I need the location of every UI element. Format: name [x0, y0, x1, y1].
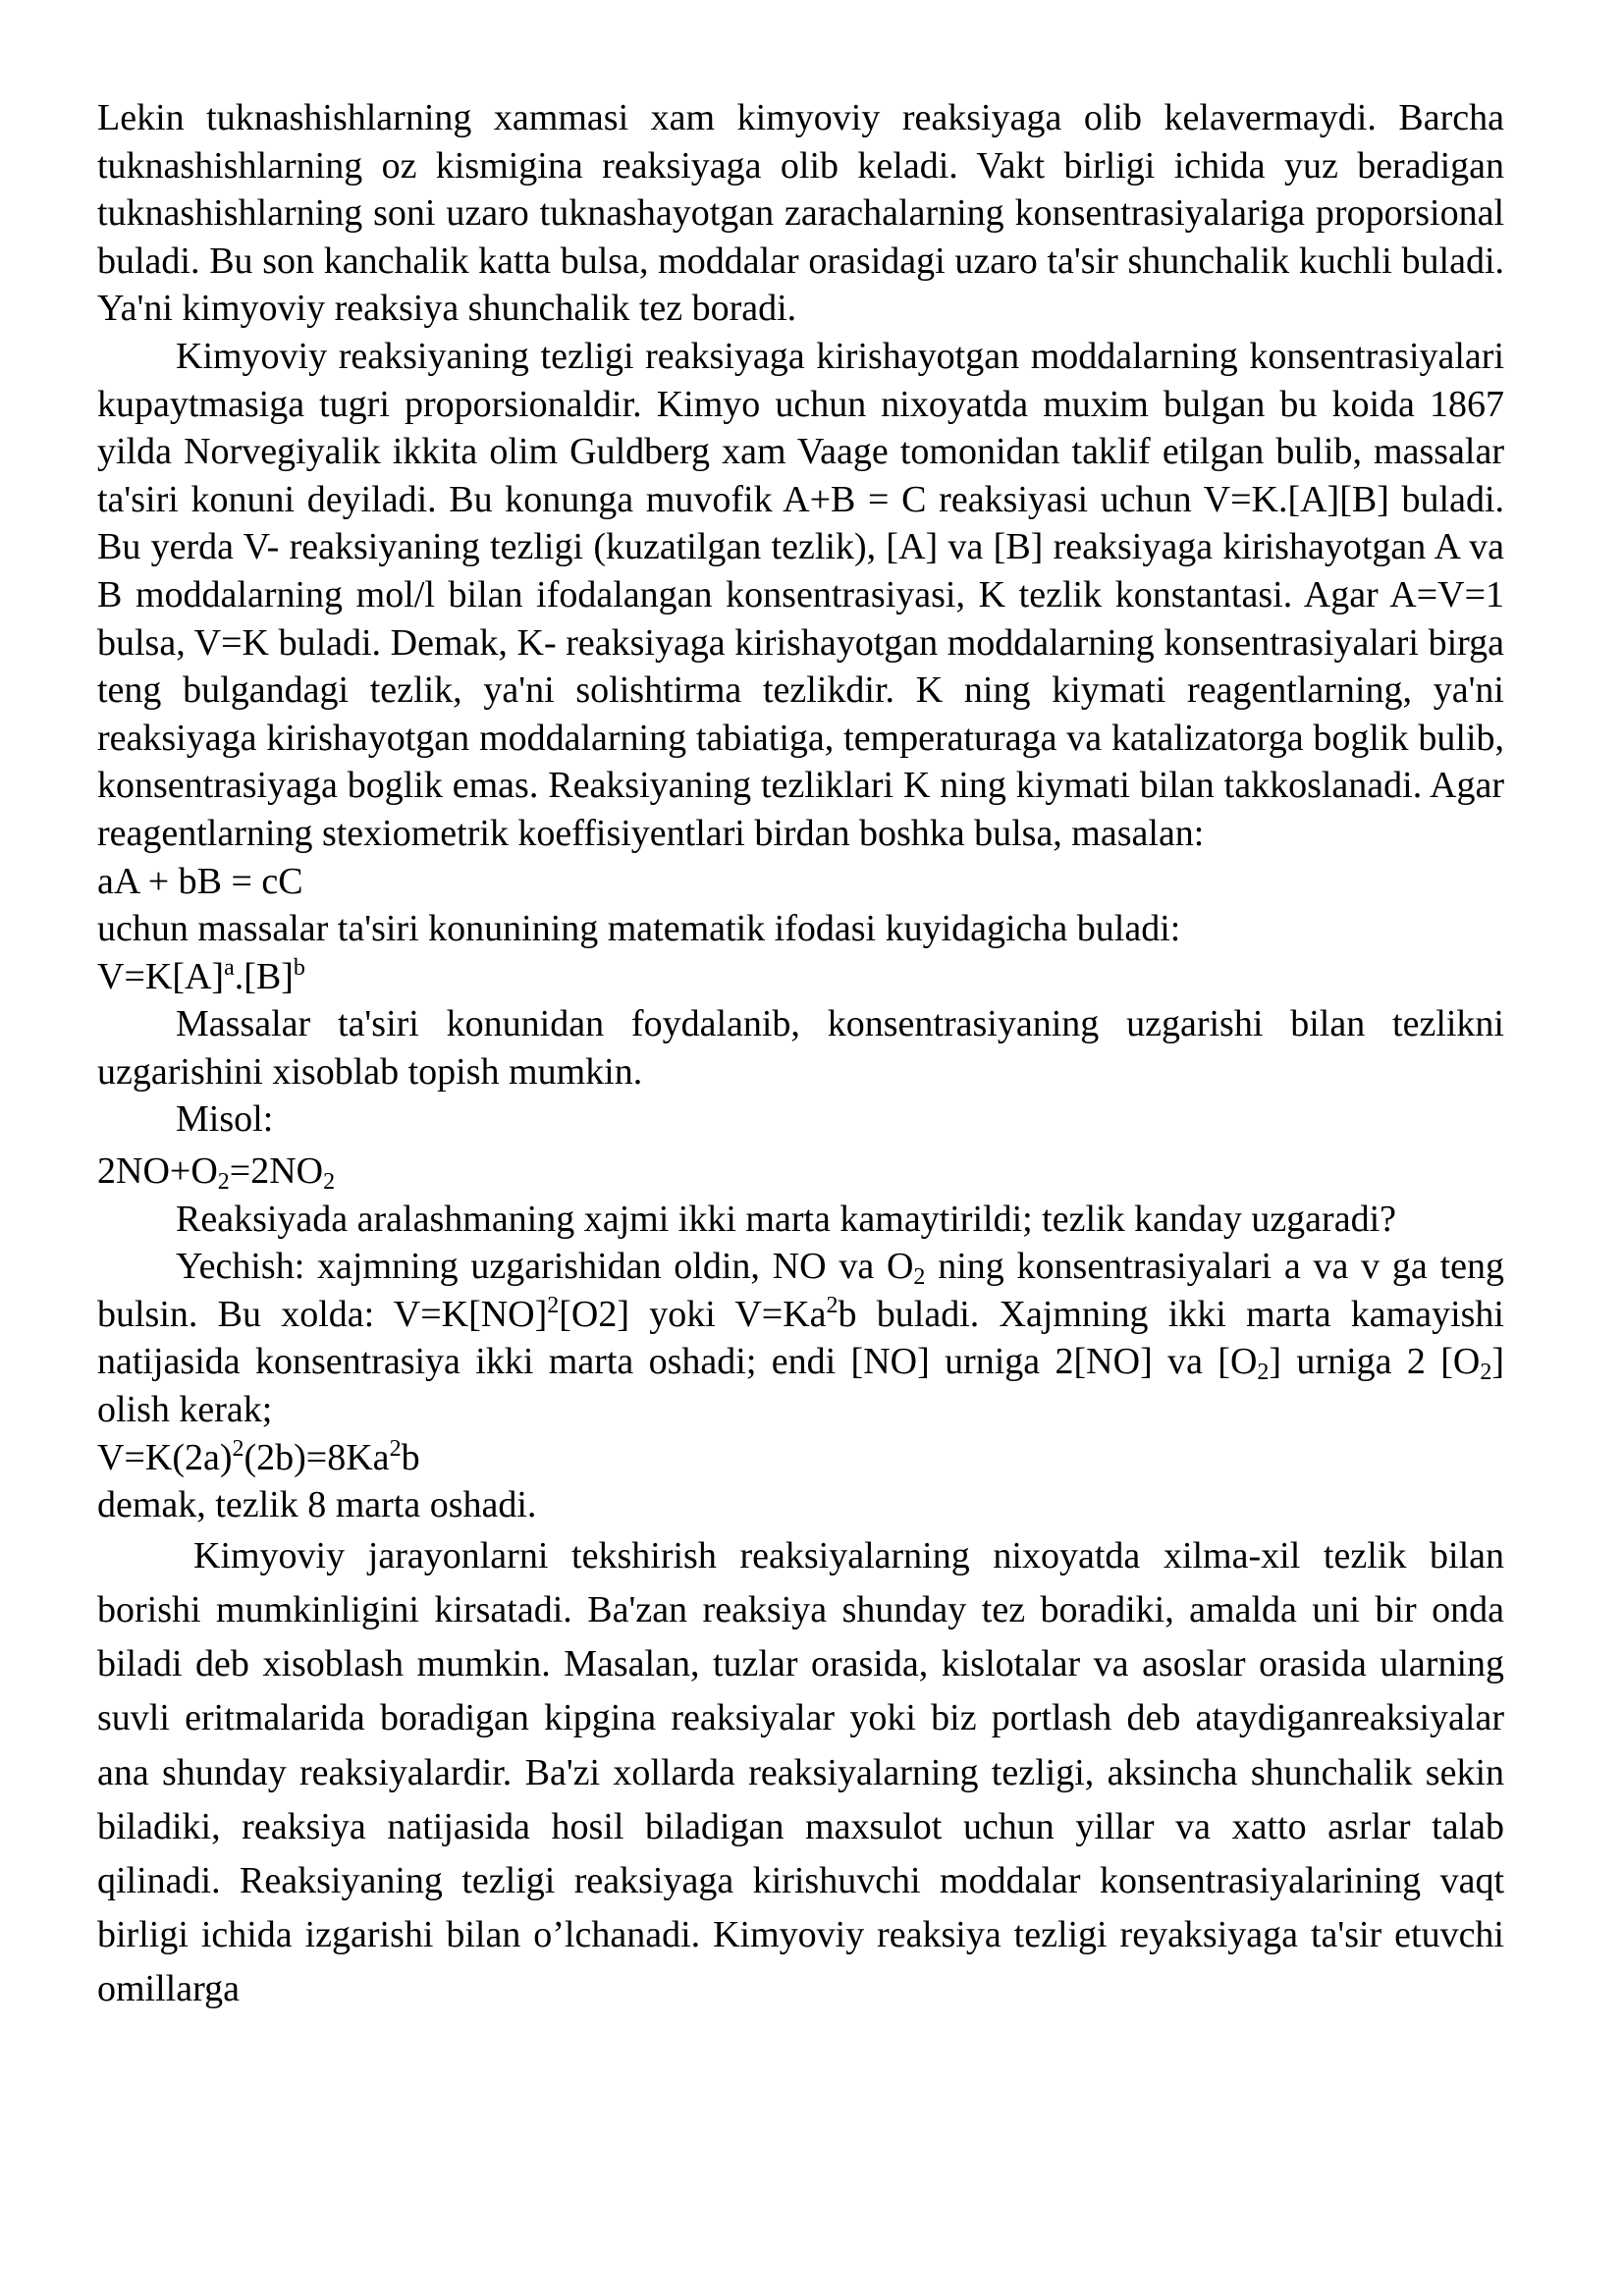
example-label: Misol:: [176, 1098, 274, 1141]
paragraph-solution: Yechish: xajmning uzgarishidan oldin, NO va $O_2$ ning konsentrasiyalari a va v ga teng bulsin. Bu xolda: V=K[NO]$^2$[O2] yoki $V=Ka^2b$ buladi. Xajmning ikki marta kamayishi natijasida konsentrasiya ikki marta oshadi; endi [NO] urniga 2[NO] va $[O_2]$ urniga 2 $[O_2]$ olish kerak;: [97, 1246, 1504, 1431]
equation-no-oxidation: $2NO+O_2=2NO_2$: [97, 1150, 336, 1196]
equation-general-reaction: aA + bB = cC: [97, 860, 303, 902]
paragraph-conclusion: demak, tezlik 8 marta oshadi.: [97, 1484, 537, 1526]
equation-new-rate: $V=K(2a)^2(2b)=8Ka^2b$: [97, 1435, 420, 1478]
paragraph-problem: Reaksiyada aralashmaning xajmi ikki marta kamaytirildi; tezlik kanday uzgaradi?: [176, 1198, 1396, 1240]
paragraph-collision-intro: Lekin tuknashishlarning xammasi xam kimyoviy reaksiyaga olib kelavermaydi. Barcha tuknashishlarning oz kismigina reaksiyaga olib keladi. Vakt birligi ichida yuz beradigan tuknashishlarning soni uzaro tuknashayotgan zarachalarning konsentrasiyalariga proporsional buladi. Bu son kanchalik katta bulsa, moddalar orasidagi uzaro ta'sir shunchalik kuchli buladi. Ya'ni kimyoviy reaksiya shunchalik tez boradi.: [97, 97, 1504, 330]
paragraph-mass-action-law: Kimyoviy reaksiyaning tezligi reaksiyaga kirishayotgan moddalarning konsentrasiyalari kupaytmasiga tugri proporsionaldir. Kimyo uchun nixoyatda muxim bulgan bu koida 1867 yilda Norvegiyalik ikkita olim Guldberg xam Vaage tomonidan taklif etilgan bulib, massalar ta'siri konuni deyiladi. Bu konunga muvofik A+B = C reaksiyasi uchun V=K.[A][B] buladi. Bu yerda V- reaksiyaning tezligi (kuzatilgan tezlik), [A] va [B] reaksiyaga kirishayotgan A va B moddalarning mol/l bilan ifodalangan konsentrasiyasi, K tezlik konstantasi. Agar A=V=1 bulsa, V=K buladi. Demak, K- reaksiyaga kirishayotgan moddalarning konsentrasiyalari birga teng bulgandagi tezlik, ya'ni solishtirma tezlikdir. K ning kiymati reagentlarning, ya'ni reaksiyaga kirishayotgan moddalarning tabiatiga, temperaturaga va katalizatorga boglik bulib, konsentrasiyaga boglik emas. Reaksiyaning tezliklari K ning kiymati bilan takkoslanadi. Agar reagentlarning stexiometrik koeffisiyentlari birdan boshka bulsa, masalan:: [97, 335, 1504, 854]
paragraph-using-law: Massalar ta'siri konunidan foydalanib, konsentrasiyaning uzgarishi bilan tezlikni uzgarishini xisoblab topish mumkin.: [97, 1003, 1504, 1093]
equation-rate-law: $V=K[A]^a.[B]^b$: [97, 954, 305, 997]
document-page: [97, 94, 1504, 2017]
paragraph-reaction-speed-variety: Kimyoviy jarayonlarni tekshirish reaksiyalarning nixoyatda xilma-xil tezlik bilan borishi mumkinligini kirsatadi. Ba'zan reaksiya shunday tez boradiki, amalda uni bir onda biladi deb xisoblash mumkin. Masalan, tuzlar orasida, kislotalar va asoslar orasida ularning suvli eritmalarida boradigan kipgina reaksiyalar yoki biz portlash deb ataydiganreaksiyalar ana shunday reaksiyalardir. Ba'zi xollarda reaksiyalarning tezligi, aksincha shunchalik sekin biladiki, reaksiya natijasida hosil biladigan maxsulot uchun yillar va xatto asrlar talab qilinadi. Reaksiyaning tezligi reaksiyaga kirishuvchi moddalar konsentrasiyalarining vaqt birligi ichida izgarishi bilan o’lchanadi. Kimyoviy reaksiya tezligi reyaksiyaga ta'sir etuvchi omillarga: [97, 1534, 1504, 2010]
paragraph-math-expression-intro: uchun massalar ta'siri konunining matematik ifodasi kuyidagicha buladi:: [97, 908, 1181, 950]
